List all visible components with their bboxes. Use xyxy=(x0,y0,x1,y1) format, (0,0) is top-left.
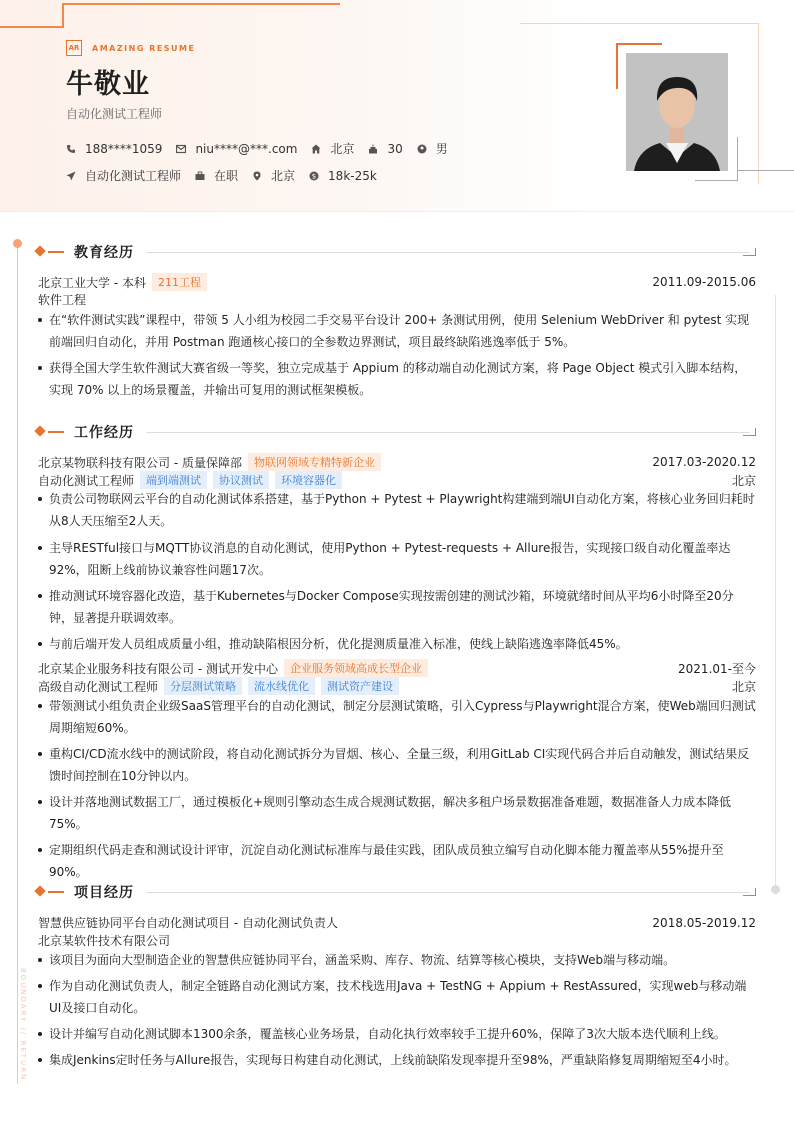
education-date: 2011.09-2015.06 xyxy=(652,275,756,289)
salary-item xyxy=(309,169,377,183)
skill-tag: 流水线优化 xyxy=(248,677,315,695)
school-name: 北京工业大学 - 本科 xyxy=(38,275,146,290)
corner-mark xyxy=(743,888,756,896)
target-city-text: 北京 xyxy=(271,169,296,183)
section-header-work xyxy=(36,422,756,442)
school-tag: 211工程 xyxy=(152,273,207,291)
decor-dot xyxy=(771,885,780,894)
decor-line xyxy=(48,431,64,433)
target-city-item xyxy=(252,167,295,184)
diamond-icon xyxy=(34,245,45,256)
section-divider xyxy=(146,432,750,433)
project-entry-head xyxy=(38,914,756,931)
briefcase-icon xyxy=(195,171,205,181)
send-icon xyxy=(66,171,76,181)
mail-icon xyxy=(176,144,186,154)
education-entry-head xyxy=(38,273,756,291)
decor-line xyxy=(737,170,794,171)
status-item xyxy=(195,167,238,184)
list-item: 与前后端开发人员组成质量小组，推动缺陷根因分析，优化提测质量准入标准，使线上缺陷逃逸率降低45%。 xyxy=(38,633,756,655)
job-role: 自动化测试工程师 xyxy=(38,473,135,488)
list-item: 该项目为面向大型制造企业的智慧供应链协同平台，涵盖采购、库存、物流、结算等核心模块，支持Web端与移动端。 xyxy=(38,949,756,971)
section-title: 工作经历 xyxy=(74,425,134,441)
decor-line xyxy=(0,26,63,28)
corner-mark xyxy=(743,248,756,256)
candidate-name: 牛敬业 xyxy=(66,69,150,100)
list-item: 设计并落地测试数据工厂，通过模板化+规则引擎动态生成合规测试数据，解决多租户场景数据准备难题，数据准备人力成本降低75%。 xyxy=(38,791,756,835)
target-role-text: 自动化测试工程师 xyxy=(85,169,182,183)
diamond-icon xyxy=(34,425,45,436)
brand xyxy=(66,40,195,56)
skill-tag: 测试资产建设 xyxy=(321,677,399,695)
money-icon xyxy=(309,171,319,181)
decor-line xyxy=(48,891,64,893)
decor-rail xyxy=(775,295,776,890)
work-location: 北京 xyxy=(731,679,756,694)
work-entry-head xyxy=(38,453,756,471)
work-date: 2021.01-至今 xyxy=(678,661,756,676)
decor-line xyxy=(48,251,64,253)
skill-tag: 分层测试策略 xyxy=(164,677,242,695)
phone-text: 188****1059 xyxy=(85,141,163,156)
cake-icon xyxy=(368,144,378,154)
user-circle-icon xyxy=(417,144,427,154)
project-company: 北京某软件技术有限公司 xyxy=(38,934,171,948)
major: 软件工程 xyxy=(38,293,87,307)
city-text: 北京 xyxy=(330,142,355,156)
section-header-education xyxy=(36,242,756,262)
gender-item xyxy=(417,140,448,157)
list-item: 作为自动化测试负责人，制定全链路自动化测试方案，技术栈选用Java + TestNG + Appium + RestAssured，实现web与移动端UI及接口自动化。 xyxy=(38,975,756,1019)
list-item: 带领测试小组负责企业级SaaS管理平台的自动化测试，制定分层测试策略，引入Cypress与Playwright混合方案，使Web端回归测试周期缩短60%。 xyxy=(38,695,756,739)
section-title: 项目经历 xyxy=(74,885,134,901)
list-item: 设计并编写自动化测试脚本1300余条，覆盖核心业务场景，自动化执行效率较手工提升60%，保障了3次大版本迭代顺利上线。 xyxy=(38,1023,756,1045)
work-entry-head xyxy=(38,659,756,677)
company-name: 北京某企业服务科技有限公司 - 测试开发中心 xyxy=(38,661,278,676)
decor-line xyxy=(62,3,64,28)
list-item: 主导RESTful接口与MQTT协议消息的自动化测试，使用Python + Pytest-requests + Allure报告，实现接口级自动化覆盖率达92%，阻断上线前协议兼容性问题17次。 xyxy=(38,537,756,581)
profile-photo xyxy=(626,53,728,171)
email-item xyxy=(176,142,297,156)
decor-line xyxy=(62,3,340,5)
company-name: 北京某物联科技有限公司 - 质量保障部 xyxy=(38,455,242,470)
section-divider xyxy=(146,252,750,253)
timeline-rail xyxy=(17,244,18,1084)
list-item: 推动测试环境容器化改造，基于Kubernetes与Docker Compose实现按需创建的测试沙箱，环境就绪时间从平均6小时降至20分钟，显著提升联调效率。 xyxy=(38,585,756,629)
home-icon xyxy=(311,144,321,154)
phone-item xyxy=(66,142,162,156)
work-date: 2017.03-2020.12 xyxy=(652,455,756,469)
age-text: 30 xyxy=(387,141,403,156)
work-role-line xyxy=(38,471,756,489)
svg-text:$: $ xyxy=(311,172,317,180)
education-major-line xyxy=(38,291,756,308)
brand-mark: AR xyxy=(66,40,82,56)
list-item: 集成Jenkins定时任务与Allure报告，实现每日构建自动化测试，上线前缺陷发现率提升至98%，严重缺陷修复周期缩短至4小时。 xyxy=(38,1049,756,1071)
skill-tag: 环境容器化 xyxy=(275,471,342,489)
skill-tag: 协议测试 xyxy=(213,471,269,489)
section-header-projects xyxy=(36,882,756,902)
company-tag: 物联网领域专精特新企业 xyxy=(248,453,381,471)
job-role: 高级自动化测试工程师 xyxy=(38,679,159,694)
corner-mark xyxy=(743,428,756,436)
project-company-line xyxy=(38,932,756,949)
diamond-icon xyxy=(34,885,45,896)
side-text: BOUNDARY // RETURN xyxy=(19,968,27,1082)
project-date: 2018.05-2019.12 xyxy=(652,915,756,930)
section-title: 教育经历 xyxy=(74,245,134,261)
list-item: 在“软件测试实践”课程中，带领 5 人小组为校园二手交易平台设计 200+ 条测试用例，使用 Selenium WebDriver 和 pytest 实现前端回归自动化，并用 Postman 跑通核心接口的全参数边界测试，项目最终缺陷逃逸率低于 5%。 xyxy=(38,309,756,353)
project-name: 智慧供应链协同平台自动化测试项目 - 自动化测试负责人 xyxy=(38,916,338,930)
contact-row xyxy=(66,140,462,157)
list-item: 获得全国大学生软件测试大赛省级一等奖，独立完成基于 Appium 的移动端自动化测试方案，将 Page Object 模式引入脚本结构，实现 70% 以上的场景覆盖，并输出可复用的测试框架模板。 xyxy=(38,357,756,401)
brand-text: AMAZING RESUME xyxy=(92,43,196,53)
salary-text: 18k-25k xyxy=(328,168,377,183)
work-role-line xyxy=(38,677,756,695)
job-intent-row xyxy=(66,167,391,184)
target-role-item xyxy=(66,167,181,184)
gender-text: 男 xyxy=(435,142,448,156)
section-divider xyxy=(146,892,750,893)
skill-tag: 端到端测试 xyxy=(140,471,207,489)
company-tag: 企业服务领域高成长型企业 xyxy=(284,659,428,677)
phone-icon xyxy=(66,144,76,154)
list-item: 重构CI/CD流水线中的测试阶段，将自动化测试拆分为冒烟、核心、全量三级，利用GitLab CI实现代码合并后自动触发，测试结果反馈时间控制在10分钟以内。 xyxy=(38,743,756,787)
timeline-dot xyxy=(13,239,22,248)
status-text: 在职 xyxy=(214,169,239,183)
age-item xyxy=(368,142,402,156)
work-location: 北京 xyxy=(731,473,756,488)
resume-header xyxy=(0,0,794,212)
candidate-title: 自动化测试工程师 xyxy=(66,107,163,121)
email-text: niu****@***.com xyxy=(195,141,298,156)
location-pin-icon xyxy=(252,171,262,181)
city-item xyxy=(311,140,354,157)
list-item: 定期组织代码走查和测试设计评审，沉淀自动化测试标准库与最佳实践，团队成员独立编写自动化脚本能力覆盖率从55%提升至90%。 xyxy=(38,839,756,883)
list-item: 负责公司物联网云平台的自动化测试体系搭建，基于Python + Pytest + Playwright构建端到端UI自动化方案，将核心业务回归耗时从8人天压缩至2人天。 xyxy=(38,488,756,532)
